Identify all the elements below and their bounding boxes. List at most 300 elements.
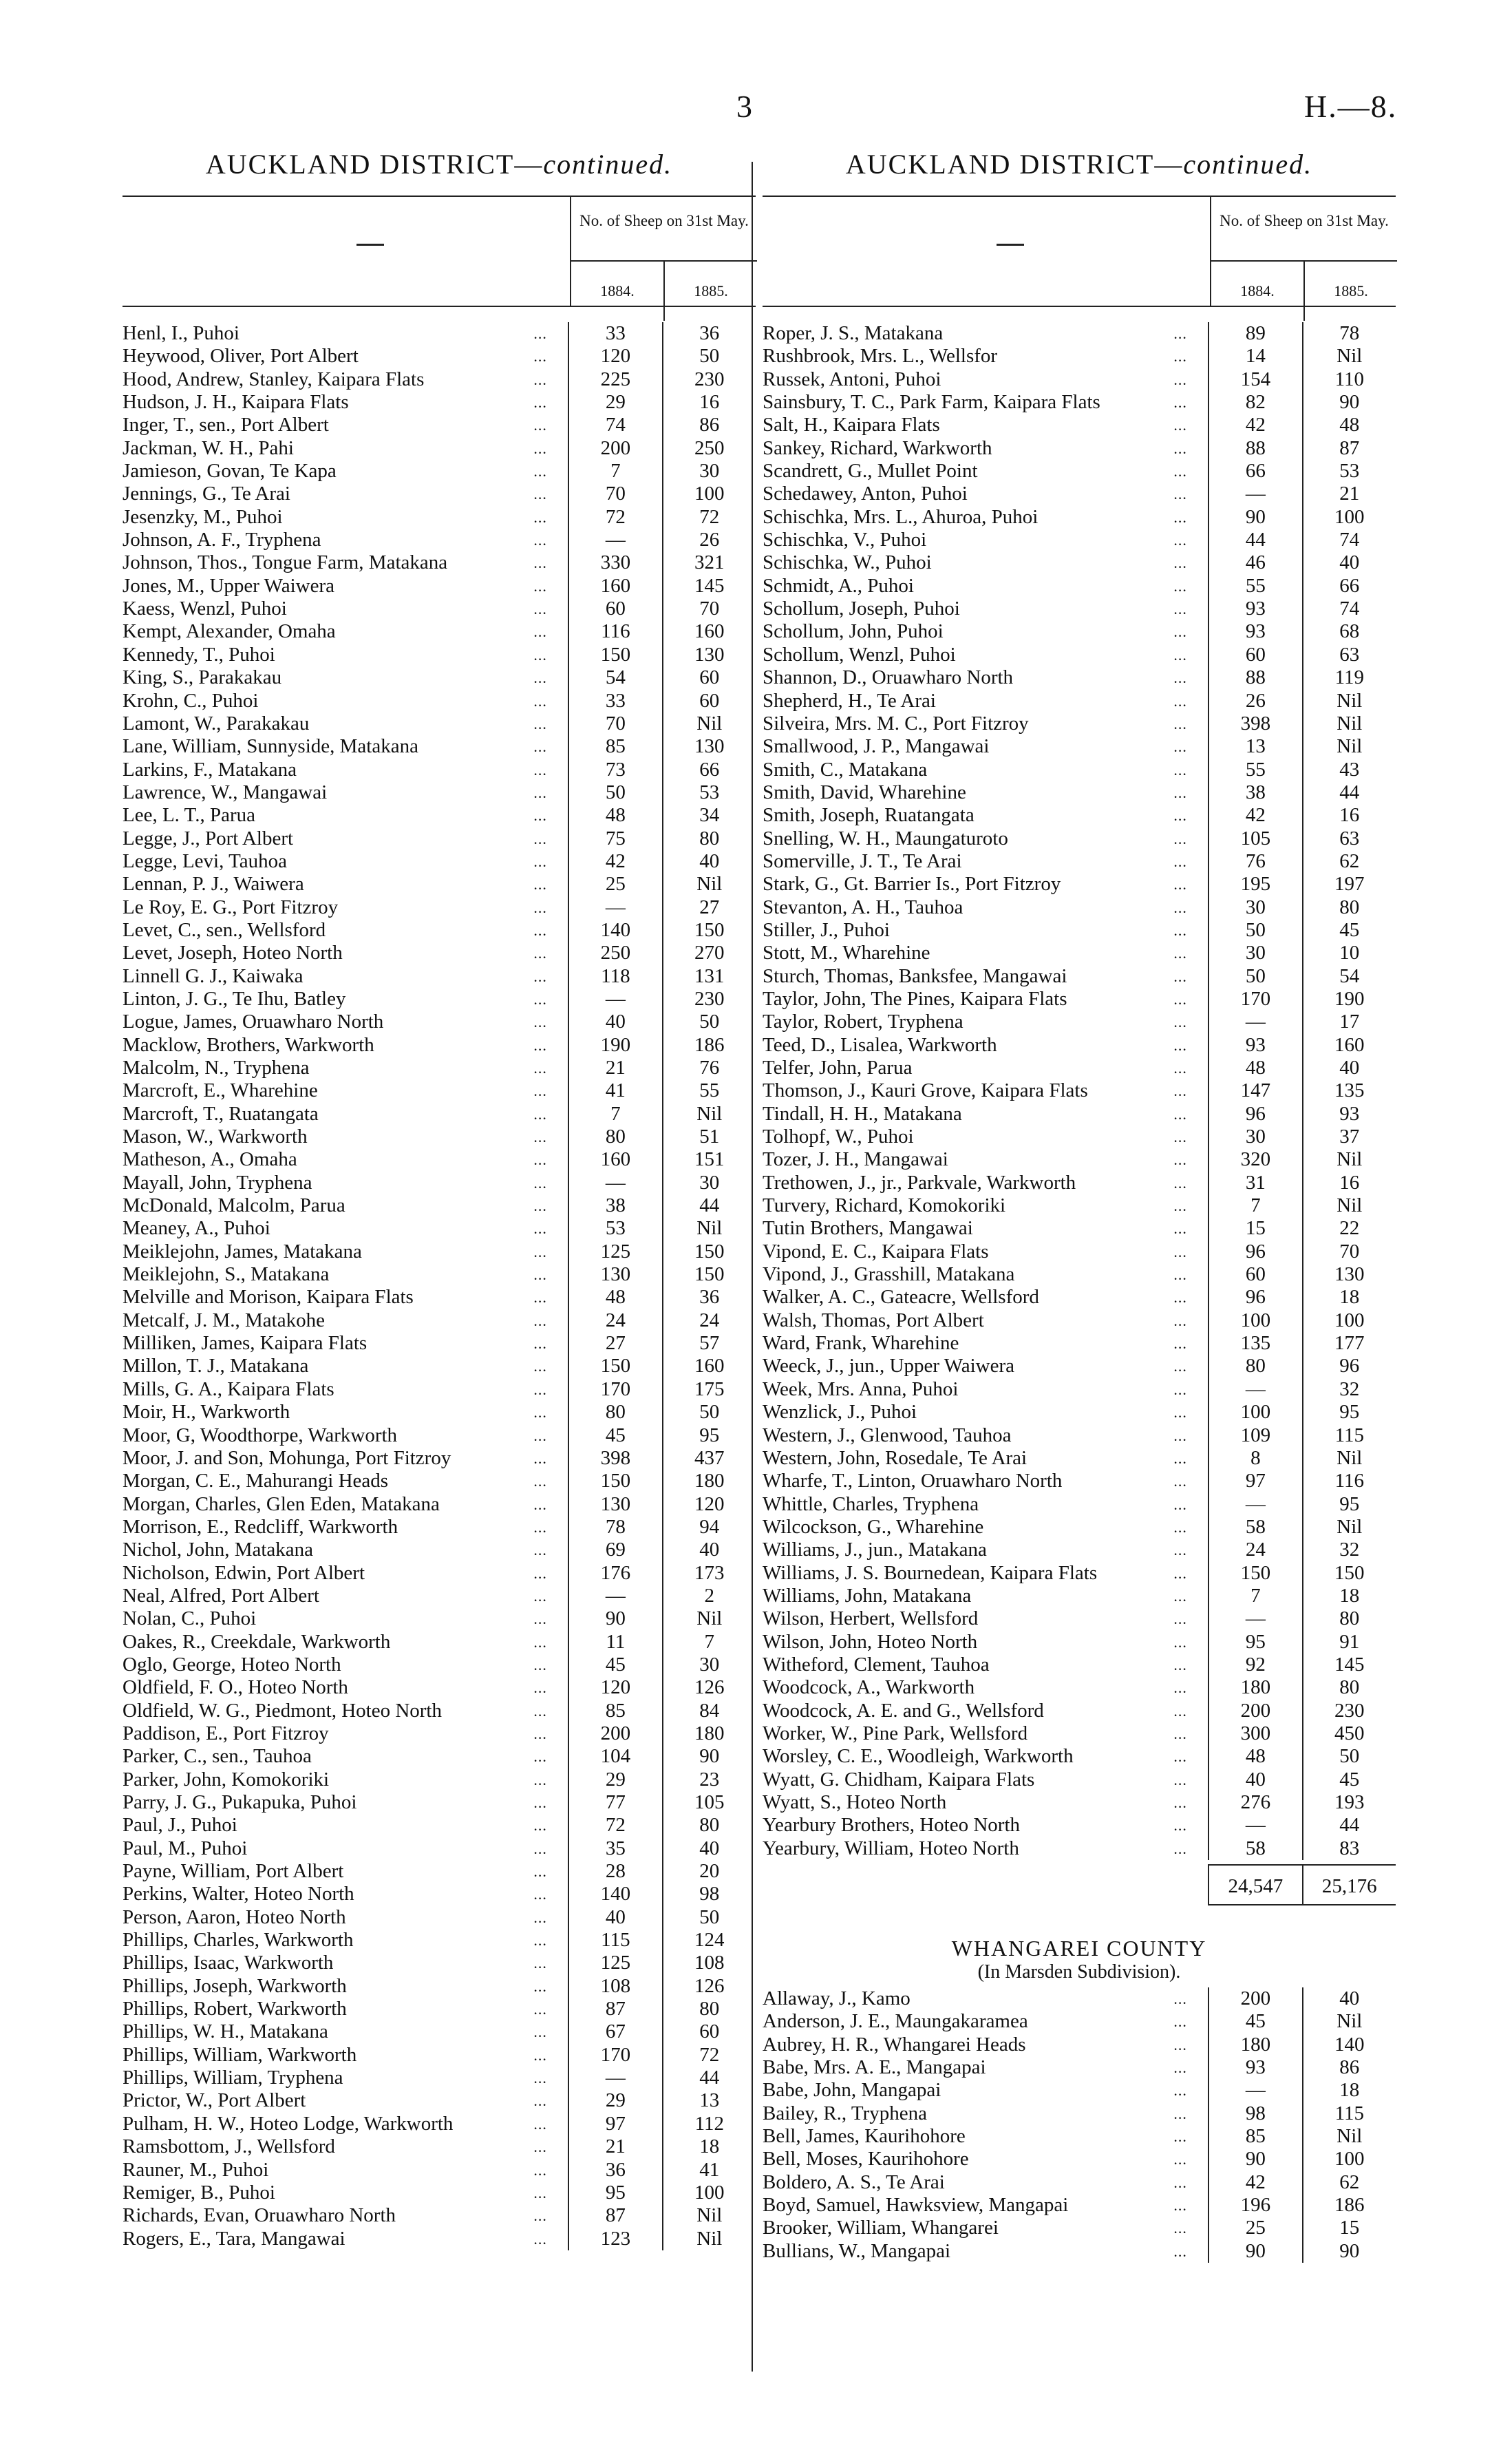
leader-dots: ... xyxy=(1173,738,1187,756)
owner-name: Schischka, Mrs. L., Ahuroa, Puhoi xyxy=(763,505,1039,528)
leader-dots: ... xyxy=(1173,967,1187,985)
owner-name: Babe, John, Mangapai xyxy=(763,2079,941,2102)
table-row xyxy=(763,735,1396,758)
leader-dots: ... xyxy=(1173,1335,1187,1353)
owner-name: Williams, John, Matakana xyxy=(763,1584,972,1607)
sheep-1885: Nil xyxy=(662,1217,756,1240)
sheep-1884: 76 xyxy=(1208,850,1301,873)
sheep-1885: 96 xyxy=(1302,1355,1396,1377)
leader-dots: ... xyxy=(1173,1289,1187,1307)
sheep-1884: 93 xyxy=(1208,2056,1301,2079)
total-1885: 25,176 xyxy=(1302,1864,1396,1905)
leader-dots: ... xyxy=(533,416,547,434)
leader-dots: ... xyxy=(533,761,547,779)
sheep-1884: 180 xyxy=(1208,1676,1301,1699)
owner-name: Linton, J. G., Te Ihu, Batley xyxy=(123,987,346,1010)
table-row xyxy=(123,1722,756,1745)
sheep-1885: 15 xyxy=(1302,2217,1396,2239)
sheep-1885: 95 xyxy=(1302,1493,1396,1516)
sheep-1885: 110 xyxy=(1302,368,1396,391)
sheep-1884: 44 xyxy=(1208,529,1301,551)
table-row xyxy=(123,414,756,436)
leader-dots: ... xyxy=(1173,669,1187,687)
sheep-1885: 74 xyxy=(1302,529,1396,551)
leader-dots: ... xyxy=(1173,600,1187,618)
owner-name: Richards, Evan, Oruawharo North xyxy=(123,2204,396,2227)
table-row xyxy=(123,1172,756,1194)
sheep-1885: 23 xyxy=(662,1768,756,1791)
table-row xyxy=(763,1722,1396,1745)
table-row xyxy=(763,1631,1396,1654)
sheep-1884: 160 xyxy=(568,575,661,598)
sheep-1884: 53 xyxy=(568,1217,661,1240)
sheep-1885: 40 xyxy=(662,850,756,873)
sheep-1884: 200 xyxy=(1208,1987,1301,2010)
sheep-1884: 60 xyxy=(1208,644,1301,666)
sheep-1884: 29 xyxy=(568,1768,661,1791)
sheep-1885: 95 xyxy=(662,1424,756,1447)
owner-name: Bell, James, Kaurihohore xyxy=(763,2125,966,2148)
sheep-1885: 72 xyxy=(662,2044,756,2067)
table-row xyxy=(763,1057,1396,1079)
owner-name: Morrison, E., Redcliff, Warkworth xyxy=(123,1515,398,1538)
owner-name: King, S., Parakakau xyxy=(123,666,282,689)
leader-dots: ... xyxy=(533,463,547,481)
sheep-1885: Nil xyxy=(662,712,756,735)
leader-dots: ... xyxy=(533,348,547,366)
owner-name: Rushbrook, Mrs. L., Wellsfor xyxy=(763,345,998,368)
leader-dots: ... xyxy=(533,1748,547,1766)
sheep-1884: 70 xyxy=(568,712,661,735)
sheep-1884: 29 xyxy=(568,391,661,414)
leader-dots: ... xyxy=(533,2046,547,2064)
sheep-1885: 51 xyxy=(662,1126,756,1148)
sheep-1884: 190 xyxy=(568,1034,661,1057)
leader-dots: ... xyxy=(1173,1266,1187,1284)
sheep-1884: 150 xyxy=(1208,1562,1301,1585)
sheep-1885: 16 xyxy=(1302,1172,1396,1194)
sheep-1884: 48 xyxy=(568,804,661,827)
sheep-1884: 123 xyxy=(568,2228,661,2250)
owner-name: Paddison, E., Port Fitzroy xyxy=(123,1722,329,1744)
owner-name: Rauner, M., Puhoi xyxy=(123,2158,269,2181)
leader-dots: ... xyxy=(1173,1748,1187,1766)
leader-dots: ... xyxy=(533,2184,547,2202)
table-row xyxy=(763,1585,1396,1607)
sheep-1884: 200 xyxy=(568,1722,661,1745)
table-row xyxy=(763,942,1396,964)
owner-name: Meiklejohn, S., Matakana xyxy=(123,1263,330,1286)
leader-dots: ... xyxy=(533,600,547,618)
table-row xyxy=(123,1952,756,1974)
sheep-1884: 87 xyxy=(568,2204,661,2227)
sheep-1884: 40 xyxy=(1208,1768,1301,1791)
sheep-count-label: No. of Sheep on 31st May. xyxy=(571,197,757,262)
owner-name: Phillips, Robert, Warkworth xyxy=(123,1998,347,2020)
sheep-1885: 80 xyxy=(662,827,756,850)
owner-name: Logue, James, Oruawharo North xyxy=(123,1011,384,1033)
sheep-1885: 450 xyxy=(1302,1722,1396,1745)
owner-name: Pulham, H. W., Hoteo Lodge, Warkworth xyxy=(123,2112,454,2135)
sheep-1884: 21 xyxy=(568,2135,661,2158)
owner-name: Marcroft, T., Ruatangata xyxy=(123,1102,319,1125)
sheep-1885: 63 xyxy=(1302,644,1396,666)
leader-dots: ... xyxy=(533,852,547,870)
owner-name: Hudson, J. H., Kaipara Flats xyxy=(123,391,349,414)
sheep-1884: 96 xyxy=(1208,1240,1301,1263)
sheep-1884: 120 xyxy=(568,345,661,368)
sheep-1885: 76 xyxy=(662,1057,756,1079)
table-row xyxy=(123,1814,756,1837)
table-row xyxy=(763,1987,1396,2010)
sheep-1885: 230 xyxy=(662,988,756,1011)
owner-name: Smallwood, J. P., Mangawai xyxy=(763,735,990,758)
table-row xyxy=(123,759,756,781)
sheep-1885: 130 xyxy=(1302,1263,1396,1286)
leader-dots: ... xyxy=(1173,1174,1187,1192)
sheep-1884: 46 xyxy=(1208,551,1301,574)
owner-name: Wyatt, G. Chidham, Kaipara Flats xyxy=(763,1768,1035,1791)
leader-dots: ... xyxy=(1173,944,1187,962)
owner-name: Lawrence, W., Mangawai xyxy=(123,781,328,803)
sheep-1884: 33 xyxy=(568,690,661,712)
sheep-1885: 66 xyxy=(1302,575,1396,598)
leader-dots: ... xyxy=(1173,439,1187,457)
sheep-1885: 18 xyxy=(1302,1286,1396,1309)
table-row xyxy=(123,1585,756,1607)
table-row xyxy=(123,2182,756,2204)
sheep-1884: 30 xyxy=(1208,1126,1301,1148)
sheep-1884: 109 xyxy=(1208,1424,1301,1447)
owner-name: Babe, Mrs. A. E., Mangapai xyxy=(763,2056,986,2079)
sheep-1885: 45 xyxy=(1302,1768,1396,1791)
sheep-1885: 94 xyxy=(662,1516,756,1539)
sheep-1885: Nil xyxy=(662,2204,756,2227)
sheep-1885: 30 xyxy=(662,460,756,483)
sheep-1885: Nil xyxy=(662,2228,756,2250)
sheep-1885: 36 xyxy=(662,1286,756,1309)
table-row xyxy=(763,1286,1396,1309)
leader-dots: ... xyxy=(1173,370,1187,388)
table-row xyxy=(763,1401,1396,1424)
sheep-1884: 100 xyxy=(1208,1309,1301,1332)
owner-name: Shannon, D., Oruawharo North xyxy=(763,666,1014,689)
owner-name: Trethowen, J., jr., Parkvale, Warkworth xyxy=(763,1171,1076,1194)
owner-name: Lane, William, Sunnyside, Matakana xyxy=(123,735,418,758)
right-column-title: AUCKLAND DISTRICT—continued. xyxy=(845,149,1313,180)
sheep-1885: 26 xyxy=(662,529,756,551)
owner-name: Turvery, Richard, Komokoriki xyxy=(763,1194,1006,1217)
leader-dots: ... xyxy=(1173,1426,1187,1444)
leader-dots: ... xyxy=(533,1724,547,1742)
leader-dots: ... xyxy=(533,1794,547,1811)
table-row xyxy=(123,2159,756,2182)
sheep-1884: 170 xyxy=(1208,988,1301,1011)
owner-name: Schischka, V., Puhoi xyxy=(763,529,927,551)
leader-dots: ... xyxy=(1173,1794,1187,1811)
sheep-1884: 105 xyxy=(1208,827,1301,850)
leader-dots: ... xyxy=(533,1243,547,1260)
sheep-1885: 27 xyxy=(662,896,756,919)
sheep-1885: Nil xyxy=(1302,1447,1396,1470)
table-row xyxy=(763,2034,1396,2056)
owner-name: Oakes, R., Creekdale, Warkworth xyxy=(123,1630,391,1653)
leader-dots: ... xyxy=(533,1679,547,1697)
sheep-1884: 50 xyxy=(1208,919,1301,942)
leader-dots: ... xyxy=(533,1220,547,1238)
owner-name: Jackman, W. H., Pahi xyxy=(123,436,294,459)
sheep-1884: 98 xyxy=(1208,2102,1301,2125)
table-row xyxy=(123,2089,756,2112)
table-row xyxy=(123,1057,756,1079)
sheep-1884: 93 xyxy=(1208,598,1301,620)
sheep-1885: 63 xyxy=(1302,827,1396,850)
table-row xyxy=(123,1355,756,1377)
leader-dots: ... xyxy=(533,1174,547,1192)
leader-dots: ... xyxy=(533,1541,547,1559)
table-row xyxy=(123,1447,756,1470)
leader-dots: ... xyxy=(533,1908,547,1926)
leader-dots: ... xyxy=(1173,2013,1187,2031)
sheep-1884: — xyxy=(1208,2079,1301,2102)
sheep-1884: — xyxy=(568,896,661,919)
sheep-1884: 7 xyxy=(568,460,661,483)
table-row xyxy=(123,1676,756,1699)
sheep-1884: — xyxy=(1208,1607,1301,1630)
table-row xyxy=(123,690,756,712)
sheep-1885: 98 xyxy=(662,1883,756,1905)
sheep-1884: 26 xyxy=(1208,690,1301,712)
leader-dots: ... xyxy=(533,1863,547,1881)
owner-name: Teed, D., Lisalea, Warkworth xyxy=(763,1033,997,1056)
owner-name: Silveira, Mrs. M. C., Port Fitzroy xyxy=(763,712,1029,735)
leader-dots: ... xyxy=(1173,1311,1187,1329)
table-row xyxy=(123,1217,756,1240)
sheep-1884: 67 xyxy=(568,2020,661,2043)
leader-dots: ... xyxy=(533,1771,547,1788)
leader-dots: ... xyxy=(533,394,547,412)
table-row xyxy=(123,2067,756,2089)
leader-dots: ... xyxy=(533,2000,547,2018)
table-row xyxy=(123,1539,756,1561)
table-row xyxy=(763,1263,1396,1286)
owner-name: Hood, Andrew, Stanley, Kaipara Flats xyxy=(123,368,425,390)
sheep-1884: 66 xyxy=(1208,460,1301,483)
sheep-1885: 150 xyxy=(662,1240,756,1263)
sheep-1885: 80 xyxy=(1302,1676,1396,1699)
table-row xyxy=(123,644,756,666)
sheep-1884: 85 xyxy=(1208,2125,1301,2148)
sheep-1885: 32 xyxy=(1302,1378,1396,1401)
leader-dots: ... xyxy=(533,1380,547,1398)
sheep-1885: 22 xyxy=(1302,1217,1396,1240)
table-row xyxy=(763,1194,1396,1217)
sheep-1884: 97 xyxy=(1208,1470,1301,1492)
left-table-body xyxy=(123,322,756,2250)
sheep-1884: 74 xyxy=(568,414,661,436)
sheep-1884: 180 xyxy=(1208,2034,1301,2056)
leader-dots: ... xyxy=(1173,2197,1187,2215)
sheep-1885: 37 xyxy=(1302,1126,1396,1148)
owner-name: Oglo, George, Hoteo North xyxy=(123,1653,341,1676)
owner-name: Telfer, John, Parua xyxy=(763,1057,913,1079)
page-header xyxy=(0,0,1512,138)
table-row xyxy=(123,2228,756,2250)
owner-name: Stark, G., Gt. Barrier Is., Port Fitzroy xyxy=(763,873,1061,896)
owner-name: Wilson, Herbert, Wellsford xyxy=(763,1607,979,1630)
leader-dots: ... xyxy=(1173,1518,1187,1536)
leader-dots: ... xyxy=(1173,715,1187,732)
owner-name: Ward, Frank, Wharehine xyxy=(763,1332,959,1355)
leader-dots: ... xyxy=(533,1656,547,1673)
whangarei-section-heading xyxy=(763,1936,1396,1983)
sheep-1885: 62 xyxy=(1302,850,1396,873)
leader-dots: ... xyxy=(1173,1990,1187,2008)
sheep-1884: 93 xyxy=(1208,620,1301,643)
leader-dots: ... xyxy=(1173,1358,1187,1375)
owner-name: Levet, Joseph, Hoteo North xyxy=(123,942,343,964)
leader-dots: ... xyxy=(533,646,547,664)
sheep-1885: 48 xyxy=(1302,414,1396,436)
sheep-1884: 69 xyxy=(568,1539,661,1561)
leader-dots: ... xyxy=(1173,1702,1187,1720)
sheep-1884: 96 xyxy=(1208,1103,1301,1126)
leader-dots: ... xyxy=(1173,1128,1187,1146)
sheep-1884: 92 xyxy=(1208,1654,1301,1676)
leader-dots: ... xyxy=(533,1518,547,1536)
leader-dots: ... xyxy=(533,944,547,962)
sheep-1884: — xyxy=(1208,1814,1301,1837)
table-row xyxy=(123,896,756,919)
sheep-1885: 130 xyxy=(662,735,756,758)
leader-dots: ... xyxy=(533,669,547,687)
sheep-1885: 60 xyxy=(662,666,756,689)
table-row xyxy=(123,1745,756,1768)
sheep-1885: 44 xyxy=(662,2067,756,2089)
sheep-1884: 85 xyxy=(568,735,661,758)
sheep-1884: — xyxy=(568,2067,661,2089)
sheep-1885: 100 xyxy=(1302,1309,1396,1332)
sheep-1885: 55 xyxy=(662,1079,756,1102)
leader-dots: ... xyxy=(1173,1404,1187,1422)
owner-name: Lamont, W., Parakakau xyxy=(123,712,310,735)
leader-dots: ... xyxy=(533,1587,547,1605)
sheep-1885: 116 xyxy=(1302,1470,1396,1492)
owner-name: Johnson, Thos., Tongue Farm, Matakana xyxy=(123,551,448,574)
sheep-1885: 130 xyxy=(662,644,756,666)
table-row xyxy=(763,804,1396,827)
owner-name: McDonald, Malcolm, Parua xyxy=(123,1194,345,1217)
table-row xyxy=(123,1194,756,1217)
sheep-1885: 50 xyxy=(662,1906,756,1929)
table-row xyxy=(123,460,756,483)
table-row xyxy=(123,666,756,689)
sheep-1885: 140 xyxy=(1302,2034,1396,2056)
owner-name: Yearbury, William, Hoteo North xyxy=(763,1837,1019,1859)
owner-name: Boyd, Samuel, Hawksview, Mangapai xyxy=(763,2194,1069,2217)
owner-name: Phillips, Joseph, Warkworth xyxy=(123,1974,347,1997)
sheep-1885: 80 xyxy=(662,1814,756,1837)
table-row xyxy=(763,529,1396,551)
sheep-1884: 45 xyxy=(568,1424,661,1447)
table-row xyxy=(763,1217,1396,1240)
owner-name: Scandrett, G., Mullet Point xyxy=(763,460,978,483)
leader-dots: ... xyxy=(1173,1564,1187,1582)
sheep-1885: 50 xyxy=(662,345,756,368)
leader-dots: ... xyxy=(533,1197,547,1215)
leader-dots: ... xyxy=(1173,1541,1187,1559)
sheep-1885: 74 xyxy=(1302,598,1396,620)
table-row xyxy=(123,322,756,345)
table-row xyxy=(763,322,1396,345)
leader-dots: ... xyxy=(533,370,547,388)
right-table-header xyxy=(763,196,1396,307)
left-table-header xyxy=(123,196,756,307)
table-row xyxy=(763,1768,1396,1791)
sheep-1885: 80 xyxy=(662,1998,756,2020)
owner-name: Bullians, W., Mangapai xyxy=(763,2239,951,2262)
table-row xyxy=(763,391,1396,414)
sheep-1884: 88 xyxy=(1208,437,1301,460)
sheep-1884: 90 xyxy=(1208,2148,1301,2171)
sheep-1884: 88 xyxy=(1208,666,1301,689)
sheep-1885: 180 xyxy=(662,1470,756,1492)
table-row xyxy=(763,827,1396,850)
leader-dots: ... xyxy=(533,1449,547,1467)
leader-dots: ... xyxy=(533,485,547,503)
sheep-1885: 10 xyxy=(1302,942,1396,964)
leader-dots: ... xyxy=(533,1266,547,1284)
table-row xyxy=(763,506,1396,529)
owner-name: Walsh, Thomas, Port Albert xyxy=(763,1309,984,1331)
sheep-1884: 55 xyxy=(1208,575,1301,598)
sheep-1885: Nil xyxy=(1302,1516,1396,1539)
leader-dots: ... xyxy=(533,325,547,342)
document-reference: H.—8. xyxy=(1304,89,1398,124)
table-row xyxy=(763,2171,1396,2194)
owner-name: Whittle, Charles, Tryphena xyxy=(763,1492,979,1515)
table-row xyxy=(763,1355,1396,1377)
sheep-1885: 90 xyxy=(1302,2240,1396,2263)
owner-name: Salt, H., Kaipara Flats xyxy=(763,414,940,436)
table-row xyxy=(763,781,1396,804)
table-row xyxy=(123,1401,756,1424)
table-row xyxy=(763,2194,1396,2217)
owner-name: Malcolm, N., Tryphena xyxy=(123,1057,310,1079)
table-row xyxy=(123,551,756,574)
sheep-1885: 13 xyxy=(662,2089,756,2112)
table-row xyxy=(763,1240,1396,1263)
leader-dots: ... xyxy=(533,439,547,457)
sheep-count-header xyxy=(1210,197,1397,306)
leader-dots: ... xyxy=(533,990,547,1008)
sheep-1885: 50 xyxy=(1302,1745,1396,1768)
table-row xyxy=(763,1493,1396,1516)
sheep-1885: 43 xyxy=(1302,759,1396,781)
table-row xyxy=(123,965,756,988)
owner-name: Boldero, A. S., Te Arai xyxy=(763,2171,945,2193)
leader-dots: ... xyxy=(1173,2173,1187,2191)
table-row xyxy=(123,804,756,827)
sheep-1885: 173 xyxy=(662,1562,756,1585)
owner-name: Jennings, G., Te Arai xyxy=(123,483,290,505)
table-row xyxy=(123,2135,756,2158)
sheep-1885: 100 xyxy=(1302,2148,1396,2171)
sheep-1885: 230 xyxy=(662,368,756,391)
table-row xyxy=(123,1975,756,1998)
leader-dots: ... xyxy=(533,2115,547,2133)
owner-name: Woodcock, A., Warkworth xyxy=(763,1676,975,1699)
